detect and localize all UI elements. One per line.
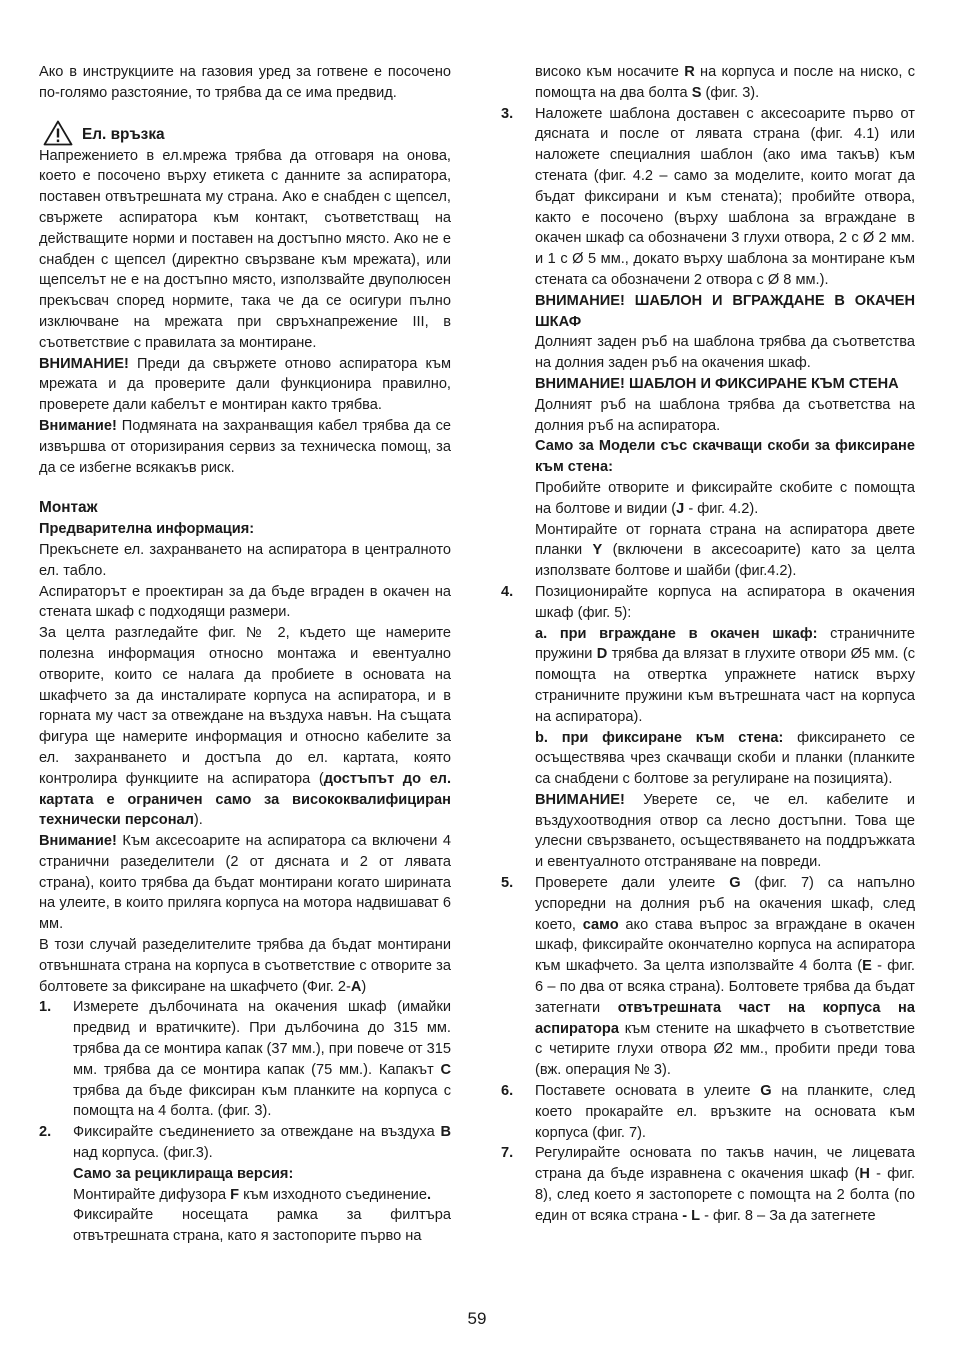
step-4: [501, 582, 915, 624]
bold-text: .: [426, 1186, 432, 1203]
electrical-paragraph-2: ВНИМАНИЕ! Преди да свържете отново аспиратора към мрежата и да проверите дали функционира правилно, проверете дали кабелът е монтиран както трябва.: [39, 355, 451, 414]
bold-text: - L: [682, 1207, 701, 1224]
bold-text: отвътрешната част на корпуса на аспиратора: [535, 999, 915, 1037]
bold-text: S: [691, 84, 702, 101]
step-text: Фиксирайте съединението за отвеждане на въздуха B над корпуса. (фиг.3).: [73, 1124, 451, 1162]
preliminary-paragraph-2: Аспираторът е проектиран за да бъде вграден в окачен на стената шкаф с подходящи размери.: [39, 583, 451, 621]
bold-text: A: [350, 978, 362, 995]
step-number: 7.: [501, 1145, 514, 1162]
template-notes: [501, 291, 915, 582]
recirculation-paragraph-2: Фиксирайте носещата рамка за филтъра отвътрешната страна, като я застопорите първо на: [73, 1207, 451, 1245]
page-number: 59: [467, 1309, 487, 1328]
bold-text: ВНИМАНИЕ!: [39, 355, 129, 372]
recirculation-paragraph-1: Монтирайте дифузора F към изходното съединение.: [73, 1186, 432, 1203]
step-6: [501, 1081, 915, 1143]
step-number: 5.: [501, 875, 514, 892]
step-text: Наложете шаблона доставен с аксесоарите първо от дясната и после от лявата страна (фиг. 4.1) или наложете специалния шаблон (ако има такъв) към стената (фиг. 4.2 – само за моделите, които могат да бъдат фиксирани и към стената); пробийте отвора, както е посочено (върху шаблона за вграждане в окачен шкаф са обозначени 3 глухи отвора, 2 с Ø 2 мм. и 1 с Ø 5 мм., докато върху шаблона за монтиране към стената са обозначени 2 отвора с Ø 8 мм.).: [535, 105, 915, 288]
warning-cabinet-heading: ВНИМАНИЕ! ШАБЛОН И ВГРАЖДАНЕ В ОКАЧЕН ШКАФ: [535, 292, 915, 330]
step-4b-paragraph: b. при фиксиране към стена: фиксирането се осъществява чрез скачващи скоби и планки (планките са снабдени с болтове за регулиране на позицията).: [535, 729, 915, 788]
electrical-paragraph-1: Напрежението в ел.мрежа трябва да отговаря на онова, което е посочено върху етикета с данните за аспиратора, поставен отвътрешната му страна. Ако е снабден с щепсел, свържете аспиратора към контакт, съответстващ на действащите норми и поставен на достъпно място. Ако не е снабден с щепсел (директно свързване към мрежата), или щепселът не е на достъпно място, използвайте двуполюсен прекъсвач според нормите, така че да се осигури пълно изключване на мрежата при свръхнапрежение III, в съответствие с правилата за монтиране.: [39, 147, 451, 351]
step-text: Проверете дали улеите G (фиг. 7) са напълно успоредни на долния ръб на окачения шкаф, след което, само ако става въпрос за вграждане в окачен шкаф, фиксирайте окончателно корпуса на аспиратора към шкафчето. За целта използвайте 4 болта (E - фиг. 6 – по два от всяка страна). Болтовете трябва да бъдат затегнати отвътрешната част на корпуса на аспиратора към стените на шкафчето в съответствие с четирите глухи отвора Ø2 мм., пробити преди това (вж. операция № 3).: [535, 875, 916, 1079]
warning-wall-paragraph: Долният ръб на шаблона трябва да съответства на долния ръб на аспиратора.: [535, 396, 915, 434]
preliminary-paragraph-4: Внимание! Към аксесоарите на аспиратора са включени 4 странични разеделители (2 от дясната и 2 от лявата страна), които трябва да бъдат монтирани когато ширината на улеите, в които приляга корпуса на мотора надвишават 6 мм.: [39, 833, 451, 933]
bold-text: достъпът до ел. картата е ограничен само за висококвалифициран технически персонал: [39, 770, 452, 829]
bold-text: b. при фиксиране към стена:: [535, 729, 784, 746]
warning-wall-heading: ВНИМАНИЕ! ШАБЛОН И ФИКСИРАНЕ КЪМ СТЕНА: [535, 375, 899, 392]
bold-text: R: [684, 64, 695, 80]
models-paragraph-1: Пробийте отворите и фиксирайте скобите с помощта на болтове и видии (J - фиг. 4.2).: [535, 479, 915, 517]
step-text: Измерете дълбочината на окачения шкаф (имайки предвид и вратичките). При дълбочина до 315 мм. трябва да се монтира капак (37 мм.), при повече от 315 мм. трябва да се монтира капак (75 мм.). Капакът C трябва да бъде фиксиран към планките на корпуса с помощта на 4 болта. (фиг. 3).: [73, 999, 451, 1120]
step-text: Регулирайте основата по такъв начин, че лицевата страна да бъде изравнена с окачения шкаф (H - фиг. 8), след което я застопорете с помощта на 2 болта (по един от всяка страна - L - фиг. 8 – За да затегнете: [535, 1145, 915, 1224]
step-4-warning-paragraph: ВНИМАНИЕ! Уверете се, че ел. кабелите и въздухоотводния отвор са лесно достъпни. Това ще улесни свързването, осъществяването на поддръжката и евентуалното отстраняване на повреди.: [535, 791, 915, 871]
step-5: [501, 873, 915, 1081]
warning-triangle-icon: [43, 120, 73, 146]
step-number: 4.: [501, 583, 514, 600]
electrical-heading: Ел. връзка: [82, 125, 165, 143]
step-number: 1.: [39, 999, 52, 1016]
models-paragraph-2: Монтирайте от горната страна на аспиратора двете планки Y (включени в аксесоарите) като за целта използвате болтове и шайби (фиг.4.2).: [535, 521, 915, 580]
bold-text: B: [440, 1124, 451, 1141]
electrical-heading-row: [39, 120, 451, 146]
step-number: 3.: [501, 105, 514, 122]
preliminary-heading: Предварителна информация:: [39, 521, 255, 538]
bold-text: F: [230, 1186, 240, 1203]
bold-text: H: [859, 1166, 870, 1183]
bold-text: Внимание!: [39, 833, 117, 850]
bold-text: G: [760, 1083, 772, 1100]
step-4-details: [501, 624, 915, 874]
bold-text: C: [440, 1061, 451, 1078]
step-7: [501, 1143, 915, 1226]
step-number: 6.: [501, 1083, 514, 1100]
step-text: Позиционирайте корпуса на аспиратора в окачения шкаф (фиг. 5):: [535, 583, 915, 621]
recirculation-block: [39, 1164, 451, 1247]
bold-text: Внимание!: [39, 417, 117, 434]
step-text: Поставете основата в улеите G на планките, след което прокарайте ел. връзките на основата към корпуса (фиг. 7).: [535, 1083, 915, 1141]
models-heading: Само за Модели със скачващи скоби за фиксиране към стена:: [535, 438, 915, 476]
electrical-paragraph-3: Внимание! Подмяната на захранващия кабел трябва да се извършва от оторизирания сервиз за техническа помощ, за да се избегне всякакъв риск.: [39, 417, 451, 476]
bold-text: a. при вграждане в окачен шкаф:: [535, 625, 818, 642]
preliminary-paragraph-3: За целта разгледайте фиг. № 2, където ще намерите полезна информация относно монтажа и евентуално отворите, които се налага да пробиете в основата на шкафчето за да инсталирате корпуса на аспиратора, и в горната му част за отвеждане на въздуха навън. На същата фигура ще намерите информация и относно кабелите за ел. захранването и достъпа до ел. картата, която контролира функциите на аспиратора (достъпът до ел. картата е ограничен само за висококвалифициран технически персонал).: [39, 625, 452, 829]
bold-text: ВНИМАНИЕ!: [535, 791, 625, 808]
step-number: 2.: [39, 1124, 52, 1141]
right-column: [501, 62, 915, 1227]
continued-block: [501, 62, 915, 104]
bold-text: E: [862, 958, 872, 975]
bold-text: G: [729, 875, 741, 892]
preliminary-paragraph-1: Прекъснете ел. захранването на аспиратора в централното ел. табло.: [39, 541, 451, 579]
recirculation-heading: Само за рециклираща версия:: [73, 1165, 294, 1182]
bold-text: D: [596, 646, 608, 663]
bold-text: J: [676, 500, 685, 517]
step-1: [39, 997, 451, 1122]
preliminary-paragraph-5: В този случай разеделителите трябва да бъдат монтирани отвъншната страна на корпуса в съответствие с отворите за болтовете за фиксиране на шкафчето (Фиг. 2-A): [39, 937, 451, 995]
intro-paragraph: Ако в инструкциите на газовия уред за готвене е посочено по-голямо разстояние, то трябва да се има предвид.: [39, 64, 451, 101]
continued-paragraph: високо към носачите R на корпуса и после на ниско, с помощта на два болта S (фиг. 3).: [535, 64, 915, 101]
step-3: [501, 104, 915, 291]
left-column: [39, 62, 451, 1247]
step-2: [39, 1122, 451, 1164]
step-4a-paragraph: a. при вграждане в окачен шкаф: страничните пружини D трябва да влязат в глухите отвори Ø5 мм. (с помощта на отвертка упражнете натиск върху страничните пружини към вътрешната част на корпуса на аспиратора).: [535, 625, 915, 725]
bold-text: само: [582, 916, 619, 933]
warning-cabinet-paragraph: Долният заден ръб на шаблона трябва да съответства на долния заден ръб на окачения шкаф.: [535, 334, 915, 372]
bold-text: Y: [592, 542, 603, 559]
mounting-heading: Монтаж: [39, 499, 98, 517]
